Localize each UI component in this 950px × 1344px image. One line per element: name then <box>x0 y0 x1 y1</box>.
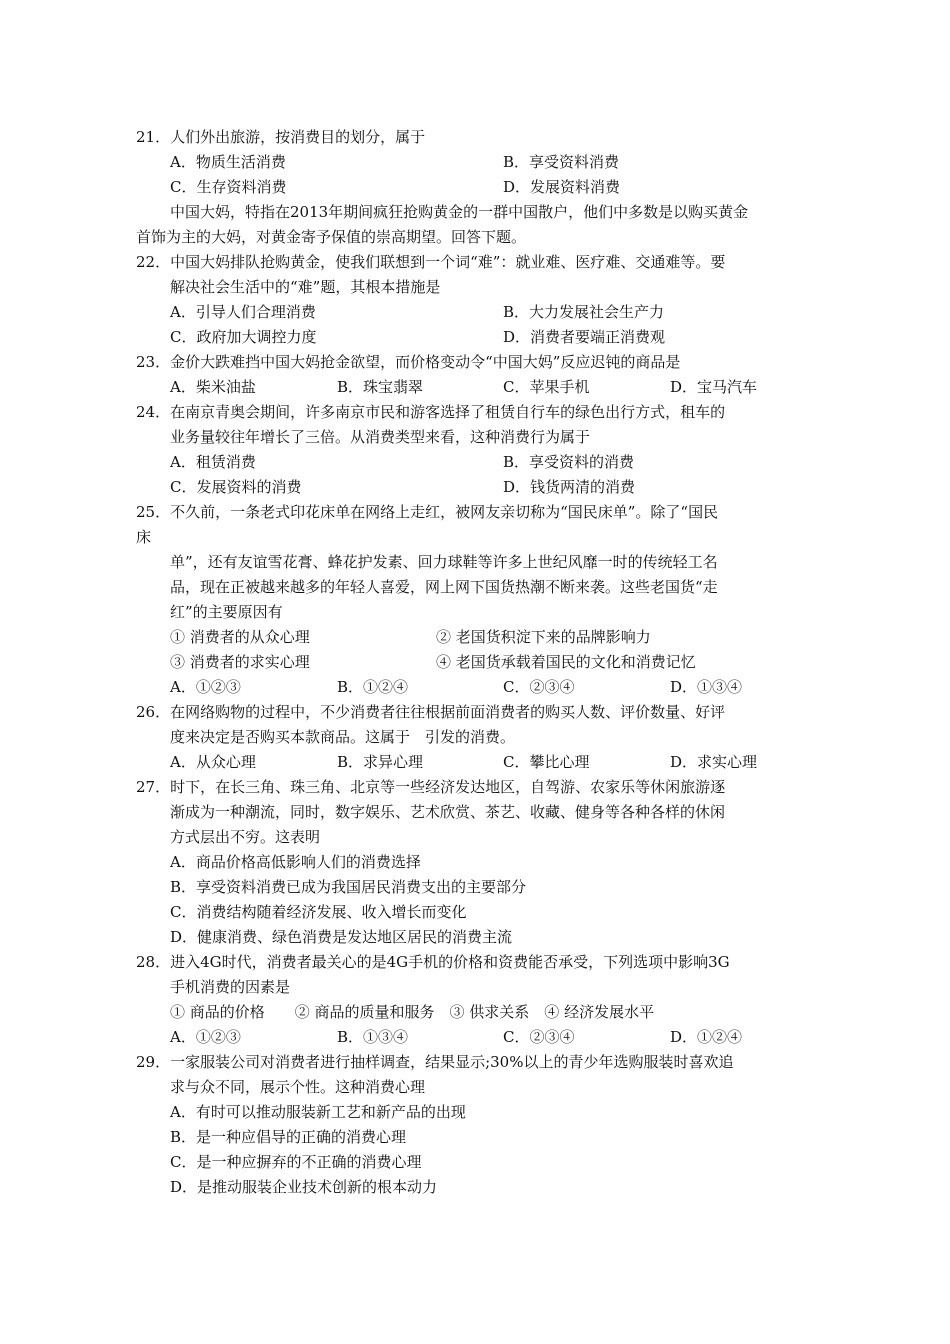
q28-statements: ① 商品的价格 ② 商品的质量和服务 ③ 供求关系 ④ 经济发展水平 <box>170 1003 655 1021</box>
question-26-line-1: 26．在网络购物的过程中，不少消费者往往根据前面消费者的购买人数、评价数量、好评 <box>136 703 726 721</box>
q27-option-b: B．享受资料消费已成为我国居民消费支出的主要部分 <box>170 878 527 896</box>
q25-option-d: D．①③④ <box>670 678 743 696</box>
q25-statement-4: ④ 老国货承载着国民的文化和消费记忆 <box>436 653 696 671</box>
question-29-line-1: 29．一家服装公司对消费者进行抽样调查，结果显示;30%以上的青少年选购服装时喜欢追 <box>136 1053 734 1071</box>
intro-line-1: 中国大妈，特指在2013年期间疯狂抢购黄金的一群中国散户，他们中多数是以购买黄金 <box>170 203 749 221</box>
question-25-line-5: 红”的主要原因有 <box>170 603 283 621</box>
q26-option-d: D．求实心理 <box>670 753 758 771</box>
q28-option-c: C．②③④ <box>503 1028 575 1046</box>
question-25-line-1: 25．不久前，一条老式印花床单在网络上走红，被网友亲切称为“国民床单”。除了“国民 <box>136 503 719 521</box>
question-25-line-4: 品，现在正被越来越多的年轻人喜爱，网上网下国货热潮不断来袭。这些老国货“走 <box>170 578 718 596</box>
question-27-line-1: 27．时下，在长三角、珠三角、北京等一些经济发达地区，自驾游、农家乐等休闲旅游逐 <box>136 778 726 796</box>
q21-option-d: D．发展资料消费 <box>503 178 621 196</box>
q28-option-a: A．①②③ <box>170 1028 241 1046</box>
q21-option-c: C．生存资料消费 <box>170 178 287 196</box>
q28-option-d: D．①②④ <box>670 1028 743 1046</box>
question-26-line-2: 度来决定是否购买本款商品。这属于 引发的消费。 <box>170 728 516 746</box>
q29-option-a: A．有时可以推动服装新工艺和新产品的出现 <box>170 1103 466 1121</box>
q25-option-c: C．②③④ <box>503 678 575 696</box>
q26-option-c: C．攀比心理 <box>503 753 590 771</box>
q25-statement-2: ② 老国货积淀下来的品牌影响力 <box>436 628 651 646</box>
q24-option-b: B．享受资料的消费 <box>503 453 635 471</box>
question-22-line-2: 解决社会生活中的“难”题，其根本措施是 <box>170 278 441 296</box>
question-25-line-3: 单”，还有友谊雪花膏、蜂花护发素、回力球鞋等许多上世纪风靡一时的传统轻工名 <box>170 553 718 571</box>
question-27-line-2: 渐成为一种潮流，同时，数字娱乐、艺术欣赏、茶艺、收藏、健身等各种各样的休闲 <box>170 803 726 821</box>
q22-option-b: B．大力发展社会生产力 <box>503 303 665 321</box>
question-28-line-1: 28．进入4G时代，消费者最关心的是4G手机的价格和资费能否承受，下列选项中影响3G <box>136 953 730 971</box>
q27-option-d: D．健康消费、绿色消费是发达地区居民的消费主流 <box>170 928 513 946</box>
q24-option-c: C．发展资料的消费 <box>170 478 302 496</box>
q23-option-a: A．柴米油盐 <box>170 378 256 396</box>
q25-statement-1: ① 消费者的从众心理 <box>170 628 310 646</box>
q24-option-a: A．租赁消费 <box>170 453 256 471</box>
question-23: 23．金价大跌难挡中国大妈抢金欲望，而价格变动令“中国大妈”反应迟钝的商品是 <box>136 353 681 371</box>
q29-option-d: D．是推动服装企业技术创新的根本动力 <box>170 1178 438 1196</box>
q23-option-d: D．宝马汽车 <box>670 378 758 396</box>
question-25-line-2: 床 <box>136 528 152 546</box>
q29-option-c: C．是一种应摒弃的不正确的消费心理 <box>170 1153 422 1171</box>
q22-option-c: C．政府加大调控力度 <box>170 328 317 346</box>
q23-option-c: C．苹果手机 <box>503 378 590 396</box>
q26-option-a: A．从众心理 <box>170 753 256 771</box>
q21-option-b: B．享受资料消费 <box>503 153 620 171</box>
q22-option-a: A．引导人们合理消费 <box>170 303 316 321</box>
q24-option-d: D．钱货两清的消费 <box>503 478 636 496</box>
q27-option-a: A．商品价格高低影响人们的消费选择 <box>170 853 421 871</box>
question-29-line-2: 求与众不同，展示个性。这种消费心理 <box>170 1078 426 1096</box>
q26-option-b: B．求异心理 <box>337 753 424 771</box>
q25-option-a: A．①②③ <box>170 678 241 696</box>
q23-option-b: B．珠宝翡翠 <box>337 378 424 396</box>
question-24-line-1: 24．在南京青奥会期间，许多南京市民和游客选择了租赁自行车的绿色出行方式，租车的 <box>136 403 726 421</box>
question-21: 21．人们外出旅游，按消费目的划分，属于 <box>136 128 426 146</box>
question-24-line-2: 业务量较往年增长了三倍。从消费类型来看，这种消费行为属于 <box>170 428 591 446</box>
question-22-line-1: 22．中国大妈排队抢购黄金，使我们联想到一个词“难”：就业难、医疗难、交通难等。要 <box>136 253 726 271</box>
q28-option-b: B．①③④ <box>337 1028 409 1046</box>
q25-statement-3: ③ 消费者的求实心理 <box>170 653 310 671</box>
question-28-line-2: 手机消费的因素是 <box>170 978 291 996</box>
q25-option-b: B．①②④ <box>337 678 409 696</box>
q21-option-a: A．物质生活消费 <box>170 153 286 171</box>
intro-line-2: 首饰为主的大妈，对黄金寄予保值的崇高期望。回答下题。 <box>136 228 527 246</box>
question-27-line-3: 方式层出不穷。这表明 <box>170 828 321 846</box>
q22-option-d: D．消费者要端正消费观 <box>503 328 666 346</box>
q29-option-b: B．是一种应倡导的正确的消费心理 <box>170 1128 407 1146</box>
q27-option-c: C．消费结构随着经济发展、收入增长而变化 <box>170 903 467 921</box>
